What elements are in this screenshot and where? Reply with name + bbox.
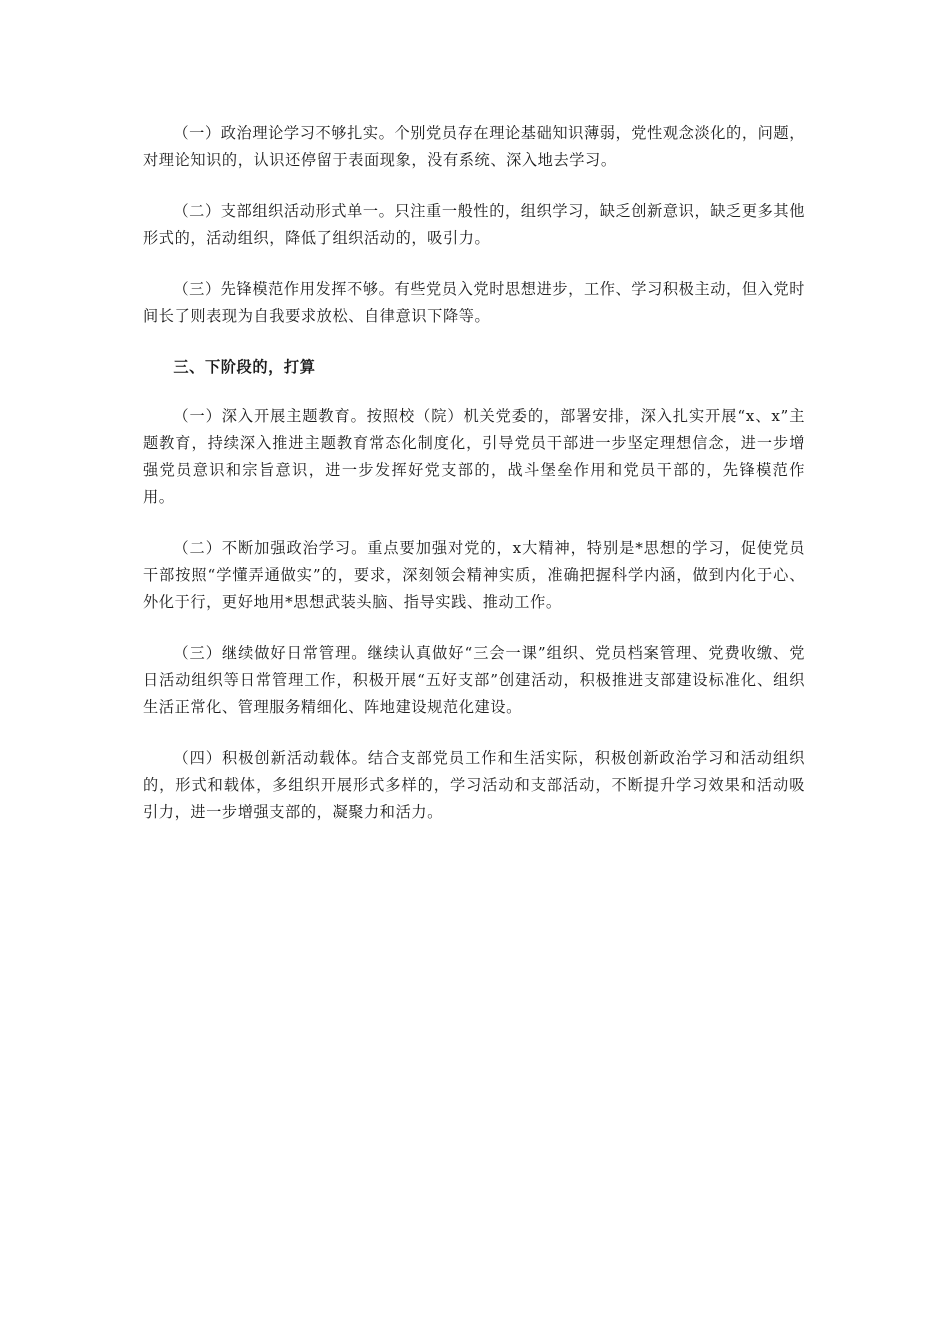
- paragraph-problem-3: （三）先锋模范作用发挥不够。有些党员入党时思想进步，工作、学习积极主动，但入党时间长了则表现为自我要求放松、自律意识下降等。: [143, 280, 805, 325]
- paragraph-problem-2: （二）支部组织活动形式单一。只注重一般性的，组织学习，缺乏创新意识，缺乏更多其他形式的，活动组织，降低了组织活动的，吸引力。: [143, 202, 805, 247]
- paragraph-plan-4: （四）积极创新活动载体。结合支部党员工作和生活实际，积极创新政治学习和活动组织的，形式和载体，多组织开展形式多样的，学习活动和支部活动，不断提升学习效果和活动吸引力，进一步增强支部的，凝聚力和活力。: [143, 749, 805, 821]
- paragraph-plan-1: （一）深入开展主题教育。按照校（院）机关党委的，部署安排，深入扎实开展“x、x”主题教育，持续深入推进主题教育常态化制度化，引导党员干部进一步坚定理想信念，进一步增强党员意识和宗旨意识，进一步发挥好党支部的，战斗堡垒作用和党员干部的，先锋模范作用。: [143, 407, 805, 506]
- document-page: [143, 120, 805, 850]
- paragraph-problem-1: （一）政治理论学习不够扎实。个别党员存在理论基础知识薄弱，党性观念淡化的，问题，对理论知识的，认识还停留于表面现象，没有系统、深入地去学习。: [143, 124, 805, 169]
- section-heading-next-plan: 三、下阶段的，打算: [173, 358, 316, 376]
- paragraph-plan-2: （二）不断加强政治学习。重点要加强对党的，x大精神，特别是*思想的学习，促使党员干部按照“学懂弄通做实”的，要求，深刻领会精神实质，准确把握科学内涵，做到内化于心、外化于行，更好地用*思想武装头脑、指导实践、推动工作。: [143, 539, 805, 611]
- paragraph-plan-3: （三）继续做好日常管理。继续认真做好“三会一课”组织、党员档案管理、党费收缴、党日活动组织等日常管理工作，积极开展“五好支部”创建活动，积极推进支部建设标准化、组织生活正常化、管理服务精细化、阵地建设规范化建设。: [143, 644, 805, 716]
